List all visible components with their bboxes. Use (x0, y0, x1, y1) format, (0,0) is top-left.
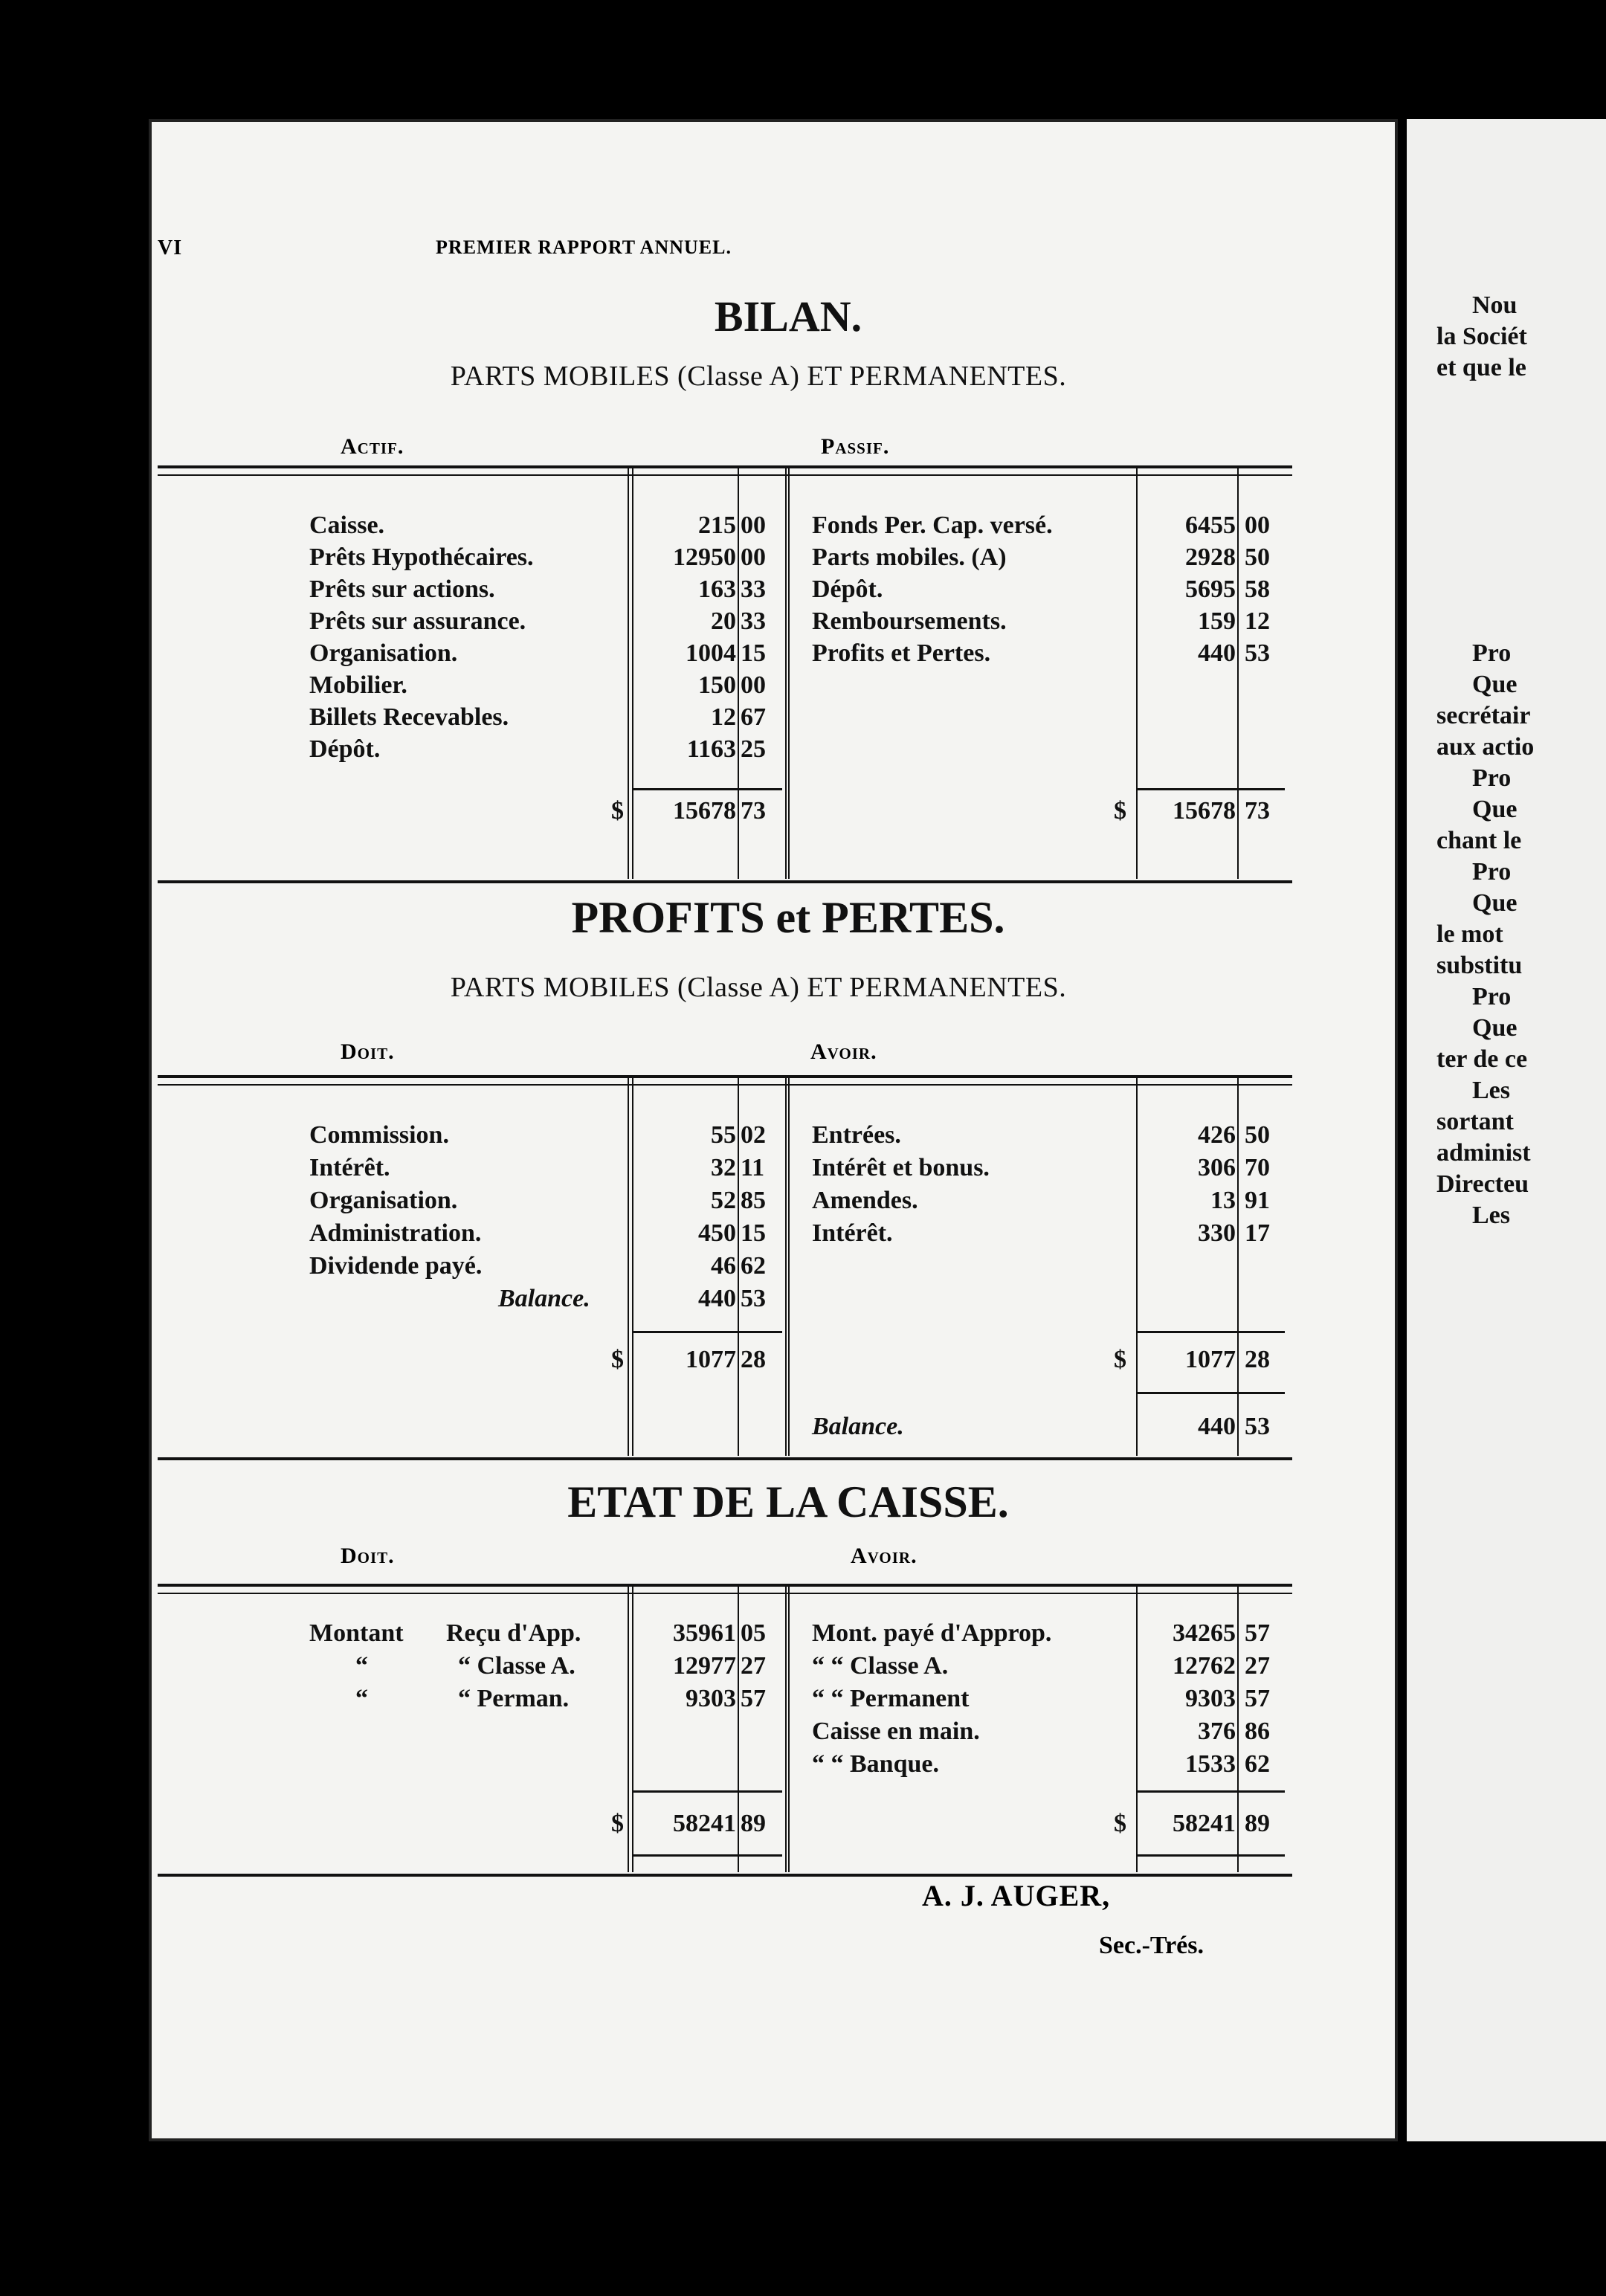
bilan-actif-row-cents: 15 (741, 639, 766, 667)
bilan-actif-row-cents: 33 (741, 575, 766, 603)
caisse-avoir-total-dollar-sign: $ (1114, 1810, 1126, 1837)
bilan-actif-row-dollars: 1004 (686, 639, 736, 667)
caisse-doit-row-dollars: 35961 (673, 1619, 736, 1647)
bilan-actif-row-cents: 33 (741, 607, 766, 635)
profits-avoir-row-dollars: 426 (1198, 1121, 1236, 1149)
profits-doit-row-cents: 15 (741, 1219, 766, 1247)
right-page-fragment: Directeu (1436, 1170, 1529, 1198)
profits-avoir-row-cents: 17 (1245, 1219, 1270, 1247)
profits-doit-row-dollars: 52 (711, 1187, 736, 1214)
profits-doit-row-label: Administration. (309, 1219, 482, 1247)
caisse-doit-row-label-b: Reçu d'App. (446, 1619, 581, 1647)
caisse-avoir-row-label: Mont. payé d'Approp. (812, 1619, 1052, 1647)
profits-avoir-row (0, 1185, 1606, 1216)
bilan-passif-row (0, 574, 1606, 605)
right-page-fragment: chant le (1436, 827, 1522, 854)
caisse-avoir-row-cents: 27 (1245, 1652, 1270, 1680)
caisse-avoir-row-dollars: 9303 (1185, 1685, 1236, 1712)
caisse-doit-row-cents: 05 (741, 1619, 766, 1647)
bilan-actif-row-label: Organisation. (309, 639, 458, 667)
bilan-passif-row (0, 542, 1606, 573)
caisse-avoir-row-label: “ “ Banque. (812, 1750, 939, 1778)
profits-doit-row-label: Intérêt. (309, 1154, 390, 1181)
caisse-doit-head: Doit. (341, 1544, 395, 1568)
bilan-actif-row-label: Caisse. (309, 512, 385, 539)
bilan-passif-row-label: Dépôt. (812, 575, 883, 603)
right-page-fragment: Les (1472, 1077, 1510, 1104)
profits-avoir-row-label: Amendes. (812, 1187, 918, 1214)
profits-avoir-balance-label: Balance. (812, 1413, 904, 1440)
caisse-doit-row-label-a: Montant (309, 1619, 404, 1647)
bilan-passif-row (0, 510, 1606, 541)
right-page-fragment: Que (1472, 889, 1518, 917)
profits-doit-row-cents: 02 (741, 1121, 766, 1149)
caisse-avoir-row (0, 1683, 1606, 1715)
profits-doit-total-cents: 28 (741, 1346, 766, 1373)
bilan-passif-row-label: Remboursements. (812, 607, 1007, 635)
profits-doit-row-dollars: 450 (698, 1219, 736, 1247)
running-head: PREMIER RAPPORT ANNUEL. (436, 236, 732, 258)
profits-avoir-row-dollars: 330 (1198, 1219, 1236, 1247)
bilan-actif-row-cents: 00 (741, 512, 766, 539)
profits-avoir-row (0, 1218, 1606, 1249)
bilan-passif-row-label: Fonds Per. Cap. versé. (812, 512, 1053, 539)
profits-avoir-balance-dollars: 440 (1198, 1413, 1236, 1440)
bilan-passif-row-label: Parts mobiles. (A) (812, 544, 1007, 571)
right-page-fragment: substitu (1436, 952, 1523, 979)
right-page-fragment: aux actio (1436, 733, 1535, 761)
profits-doit-row-cents: 85 (741, 1187, 766, 1214)
bilan-actif-row-dollars: 12950 (673, 544, 736, 571)
profits-avoir-total-cents: 28 (1245, 1346, 1270, 1373)
bilan-total-rule-left (633, 788, 782, 790)
caisse-doit-row-label-a: “ (355, 1652, 368, 1680)
bilan-total-rule-right (1136, 788, 1285, 790)
profits-doit-row-dollars: 46 (711, 1252, 736, 1280)
bilan-passif-total (0, 796, 1606, 827)
profits-doit-row-dollars: 32 (711, 1154, 736, 1181)
right-page-fragment: la Sociét (1436, 323, 1527, 350)
caisse-avoir-row-label: “ “ Classe A. (812, 1652, 949, 1680)
caisse-avoir-row-cents: 62 (1245, 1750, 1270, 1778)
caisse-avoir-total-cents: 89 (1245, 1810, 1270, 1837)
bilan-actif-row (0, 734, 1606, 765)
bilan-actif-row-label: Prêts sur assurance. (309, 607, 526, 635)
bilan-actif-row-label: Mobilier. (309, 671, 407, 699)
profits-avoir-row (0, 1120, 1606, 1151)
profits-avoir-total (0, 1344, 1606, 1376)
profits-avoir-balance-cents: 53 (1245, 1413, 1270, 1440)
caisse-avoir-row (0, 1651, 1606, 1682)
profits-doit-row-label: Commission. (309, 1121, 449, 1149)
caisse-avoir-total (0, 1808, 1606, 1839)
caisse-avoir-row-cents: 57 (1245, 1619, 1270, 1647)
profits-doit-row (0, 1251, 1606, 1282)
profits-avoir-row-cents: 91 (1245, 1187, 1270, 1214)
bilan-actif-row-label: Billets Recevables. (309, 703, 509, 731)
profits-doit-total-dollar-sign: $ (611, 1346, 624, 1373)
bilan-actif-row-cents: 00 (741, 671, 766, 699)
bilan-passif-total-dollars: 15678 (1173, 797, 1236, 825)
bilan-actif-row-cents: 25 (741, 735, 766, 763)
profits-avoir-row-cents: 50 (1245, 1121, 1270, 1149)
caisse-doit-row-dollars: 9303 (686, 1685, 736, 1712)
bilan-passif-row-label: Profits et Pertes. (812, 639, 991, 667)
bilan-passif-row (0, 638, 1606, 669)
bilan-actif-row-dollars: 150 (698, 671, 736, 699)
bilan-passif-row-dollars: 2928 (1185, 544, 1236, 571)
bilan-passif-row-cents: 12 (1245, 607, 1270, 635)
right-page-fragment: Pro (1472, 764, 1512, 792)
profits-doit-row-cents: 62 (741, 1252, 766, 1280)
bilan-actif-head: Actif. (341, 434, 404, 459)
bilan-actif-row-dollars: 1163 (686, 735, 736, 763)
bilan-passif-total-cents: 73 (1245, 797, 1270, 825)
profits-total-rule-right (1136, 1331, 1285, 1333)
right-page-fragment: Pro (1472, 858, 1512, 886)
profits-doit-balance-dollars: 440 (698, 1285, 736, 1312)
bilan-passif-total-dollar-sign: $ (1114, 797, 1126, 825)
bilan-passif-row (0, 606, 1606, 637)
right-page-fragment: administ (1436, 1139, 1531, 1167)
bilan-actif-row-label: Dépôt. (309, 735, 381, 763)
bilan-passif-head: Passif. (821, 434, 890, 459)
caisse-doit-row-dollars: 12977 (673, 1652, 736, 1680)
right-page-fragment: sortant (1436, 1108, 1514, 1135)
caisse-avoir-row (0, 1716, 1606, 1747)
bilan-passif-row-dollars: 6455 (1185, 512, 1236, 539)
caisse-doit-total-dollar-sign: $ (611, 1810, 624, 1837)
right-page-fragment: Que (1472, 796, 1518, 823)
caisse-doit-row-label-b: “ Classe A. (458, 1652, 575, 1680)
bilan-actif-row-cents: 67 (741, 703, 766, 731)
caisse-avoir-row-dollars: 1533 (1185, 1750, 1236, 1778)
profits-doit-row-label: Dividende payé. (309, 1252, 483, 1280)
profits-doit-head: Doit. (341, 1039, 395, 1064)
bilan-title: BILAN. (714, 292, 862, 341)
profits-doit-total-dollars: 1077 (686, 1346, 736, 1373)
caisse-avoir-row-label: “ “ Permanent (812, 1685, 970, 1712)
caisse-doit-row-cents: 57 (741, 1685, 766, 1712)
profits-doit-balance (0, 1283, 1606, 1315)
profits-doit-balance-label: Balance. (498, 1285, 590, 1312)
signature-title: Sec.-Trés. (1099, 1932, 1204, 1959)
bilan-actif-row (0, 702, 1606, 733)
caisse-avoir-row (0, 1618, 1606, 1649)
bilan-passif-row-dollars: 159 (1198, 607, 1236, 635)
bilan-actif-row-label: Prêts sur actions. (309, 575, 495, 603)
caisse-avoir-row-dollars: 376 (1198, 1718, 1236, 1745)
caisse-end-rule-left (633, 1854, 782, 1857)
right-page-fragment: Pro (1472, 983, 1512, 1010)
bilan-actif-row-cents: 00 (741, 544, 766, 571)
caisse-avoir-row-dollars: 12762 (1173, 1652, 1236, 1680)
bilan-actif-row-label: Prêts Hypothécaires. (309, 544, 534, 571)
profits-avoir-balance (0, 1411, 1606, 1442)
caisse-doit-row-cents: 27 (741, 1652, 766, 1680)
right-page-fragment: Pro (1472, 639, 1512, 667)
profits-doit-balance-cents: 53 (741, 1285, 766, 1312)
profits-avoir-row-label: Intérêt et bonus. (812, 1154, 990, 1181)
caisse-total-rule-right (1136, 1790, 1285, 1793)
profits-doit-row-label: Organisation. (309, 1187, 458, 1214)
profits-title: PROFITS et PERTES. (571, 893, 1005, 942)
caisse-doit-total-cents: 89 (741, 1810, 766, 1837)
caisse-avoir-row-dollars: 34265 (1173, 1619, 1236, 1647)
right-page-fragment: secrétair (1436, 702, 1531, 729)
bilan-passif-row-dollars: 5695 (1185, 575, 1236, 603)
right-page-fragment: Les (1472, 1202, 1510, 1229)
right-page-fragment: le mot (1436, 920, 1503, 948)
caisse-end-rule-right (1136, 1854, 1285, 1857)
bilan-passif-row-cents: 00 (1245, 512, 1270, 539)
right-page-fragment: et que le (1436, 354, 1526, 381)
bilan-actif-row-dollars: 215 (698, 512, 736, 539)
bilan-passif-row-cents: 50 (1245, 544, 1270, 571)
caisse-doit-row-label-b: “ Perman. (458, 1685, 570, 1712)
page-number: VI (158, 236, 183, 259)
profits-balance-rule (1136, 1392, 1285, 1394)
profits-avoir-total-dollars: 1077 (1185, 1346, 1236, 1373)
bilan-passif-row-cents: 53 (1245, 639, 1270, 667)
profits-doit-row-dollars: 55 (711, 1121, 736, 1149)
profits-doit-row-cents: 11 (741, 1154, 765, 1181)
right-page-fragment: ter de ce (1436, 1045, 1528, 1073)
bilan-passif-row-dollars: 440 (1198, 639, 1236, 667)
profits-avoir-row-dollars: 13 (1210, 1187, 1236, 1214)
caisse-total-rule-left (633, 1790, 782, 1793)
right-page-fragment: Que (1472, 1014, 1518, 1042)
caisse-avoir-row (0, 1749, 1606, 1780)
caisse-avoir-row-cents: 57 (1245, 1685, 1270, 1712)
profits-avoir-row (0, 1152, 1606, 1184)
profits-avoir-row-cents: 70 (1245, 1154, 1270, 1181)
profits-avoir-row-label: Entrées. (812, 1121, 901, 1149)
bilan-actif-row-dollars: 20 (711, 607, 736, 635)
profits-avoir-row-label: Intérêt. (812, 1219, 893, 1247)
caisse-avoir-total-dollars: 58241 (1173, 1810, 1236, 1837)
caisse-avoir-row-cents: 86 (1245, 1718, 1270, 1745)
bilan-actif-row-dollars: 163 (698, 575, 736, 603)
caisse-title: ETAT DE LA CAISSE. (567, 1477, 1009, 1526)
bilan-actif-row-dollars: 12 (711, 703, 736, 731)
profits-avoir-total-dollar-sign: $ (1114, 1346, 1126, 1373)
signature-name: A. J. AUGER, (922, 1879, 1111, 1912)
caisse-avoir-head: Avoir. (851, 1544, 918, 1568)
bilan-actif-row (0, 670, 1606, 701)
profits-avoir-head: Avoir. (810, 1039, 877, 1064)
bilan-actif-total-dollars: 15678 (673, 797, 736, 825)
caisse-doit-row-label-a: “ (355, 1685, 368, 1712)
caisse-avoir-row-label: Caisse en main. (812, 1718, 980, 1745)
caisse-doit-total-dollars: 58241 (673, 1810, 736, 1837)
right-page-fragment: Que (1472, 671, 1518, 698)
profits-avoir-row-dollars: 306 (1198, 1154, 1236, 1181)
profits-total-rule-left (633, 1331, 782, 1333)
bilan-actif-total-dollar-sign: $ (611, 797, 624, 825)
bilan-actif-total-cents: 73 (741, 797, 766, 825)
profits-subtitle: PARTS MOBILES (Classe A) ET PERMANENTES. (450, 972, 1067, 1003)
bilan-passif-row-cents: 58 (1245, 575, 1270, 603)
bilan-subtitle: PARTS MOBILES (Classe A) ET PERMANENTES. (450, 361, 1067, 392)
right-page-fragment: Nou (1472, 291, 1518, 319)
